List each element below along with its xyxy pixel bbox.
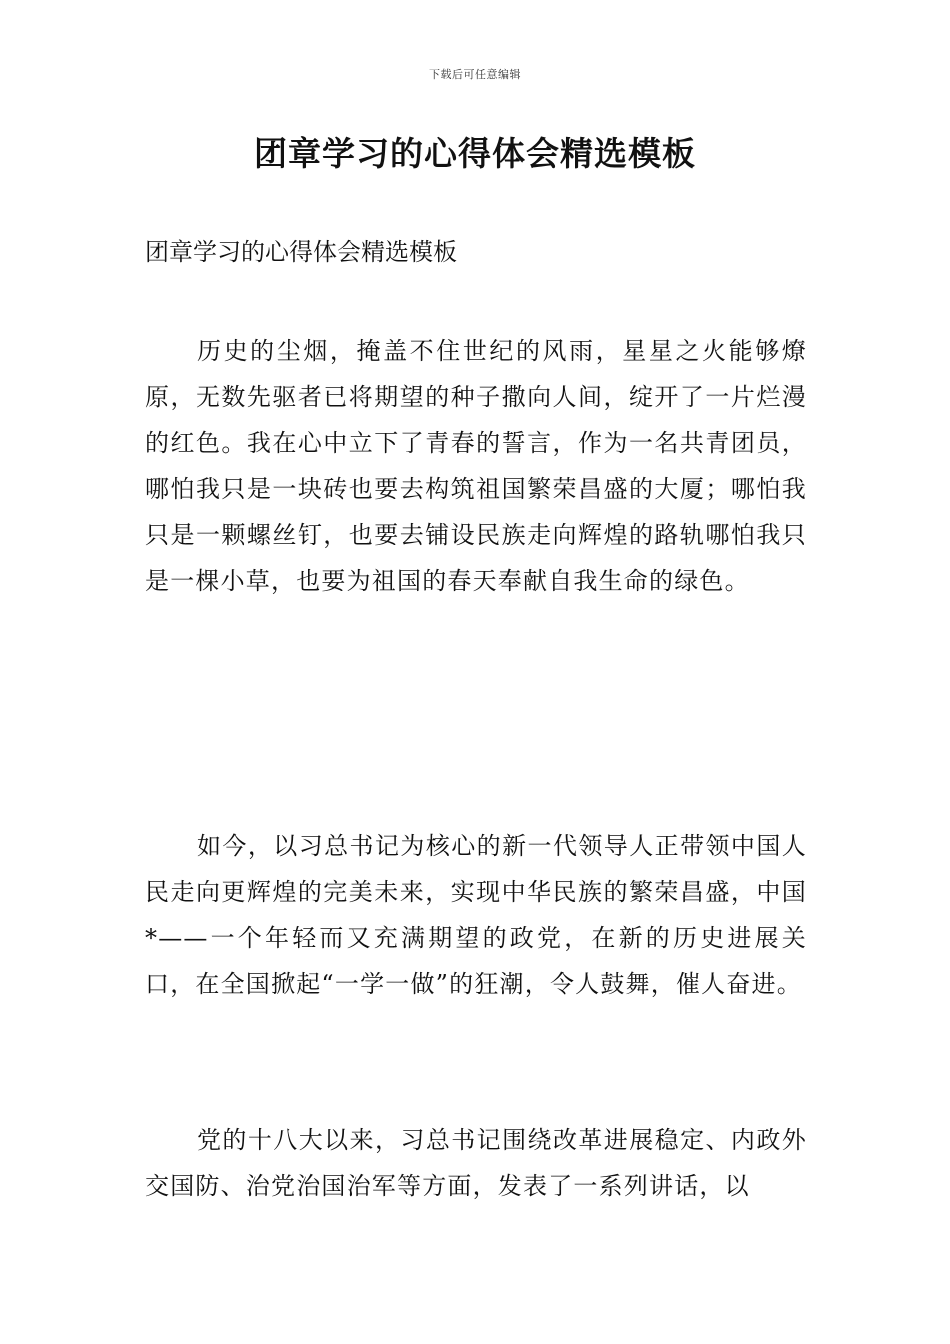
paragraph-3: 党的十八大以来，习总书记围绕改革进展稳定、内政外交国防、治党治国治军等方面，发表了一系列讲话，以: [145, 1126, 807, 1200]
document-title: 团章学习的心得体会精选模板: [254, 134, 696, 173]
paragraph-1: 历史的尘烟，掩盖不住世纪的风雨，星星之火能够燎原，无数先驱者已将期望的种子撒向人间，绽开了一片烂漫的红色。我在心中立下了青春的誓言，作为一名共青团员，哪怕我只是一块砖也要去构筑祖国繁荣昌盛的大厦；哪怕我只是一颗螺丝钉，也要去铺设民族走向辉煌的路轨哪怕我只是一棵小草，也要为祖国的春天奉献自我生命的绿色。: [145, 337, 807, 595]
document-subtitle: 团章学习的心得体会精选模板: [145, 238, 457, 266]
paragraph-2: 如今，以习总书记为核心的新一代领导人正带领中国人民走向更辉煌的完美未来，实现中华民族的繁荣昌盛，中国*——一个年轻而又充满期望的政党，在新的历史进展关口，在全国掀起“一学一做”的狂潮，令人鼓舞，催人奋进。: [145, 832, 807, 998]
header-note: 下载后可任意编辑: [429, 68, 521, 81]
